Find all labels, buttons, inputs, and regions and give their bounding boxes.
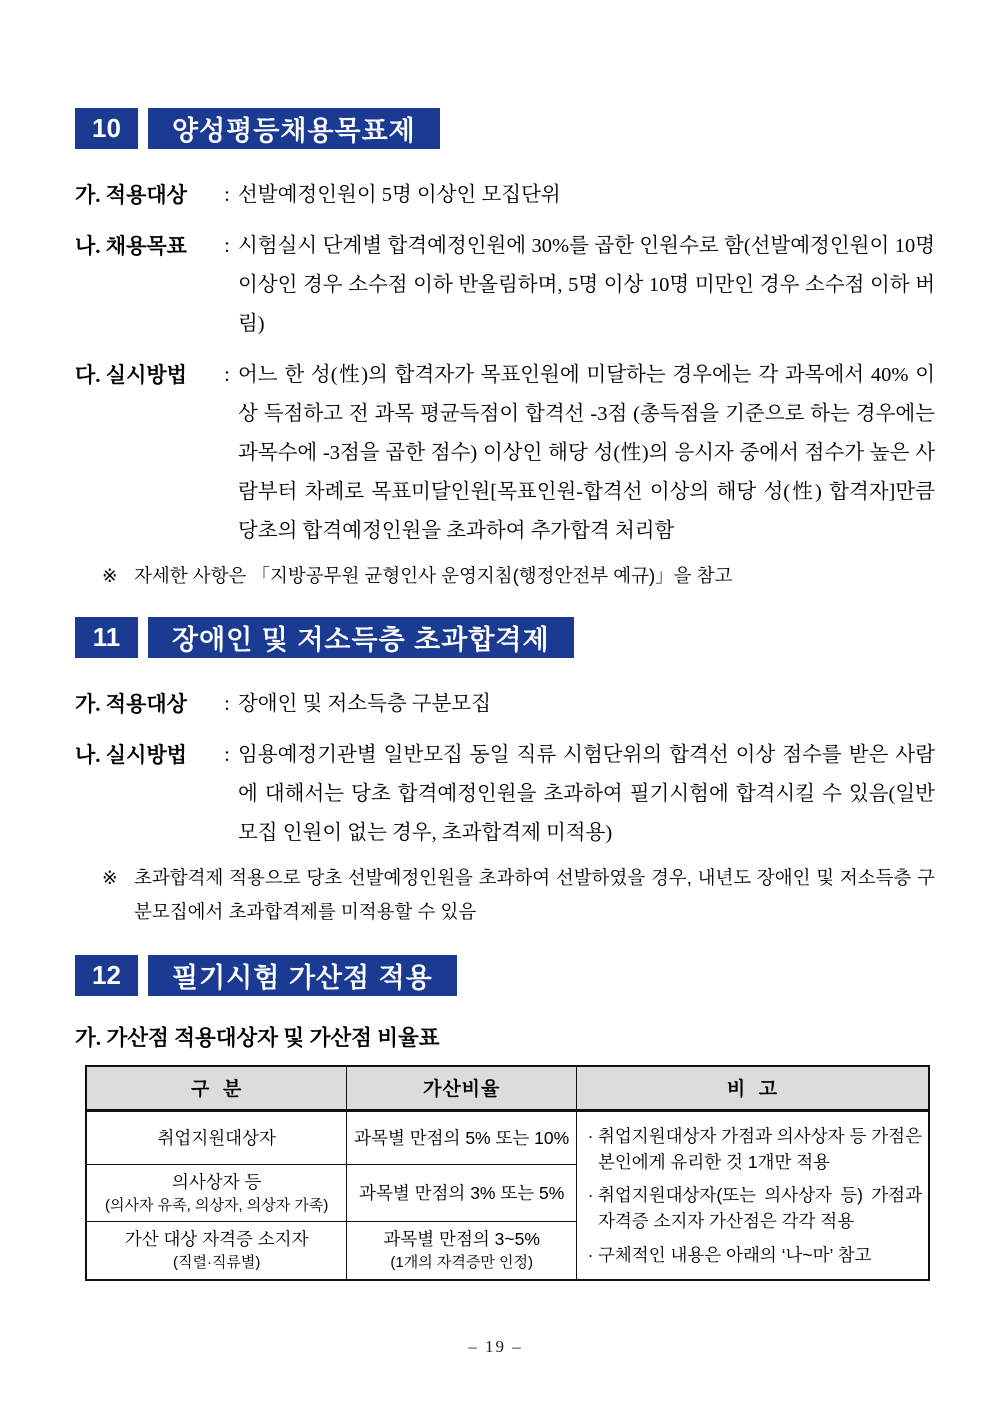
remark-text: 구체적인 내용은 아래의 ‘나~마’ 참고 [598, 1244, 872, 1265]
item-colon: : [224, 235, 230, 257]
section-12-number-badge: 12 [75, 955, 138, 996]
item-colon: : [224, 744, 230, 766]
cell-category-sub: (직렬·직류별) [172, 1253, 261, 1271]
bonus-points-table [85, 1065, 930, 1281]
table-header-category: 구 분 [86, 1066, 347, 1110]
section-10-note [75, 559, 935, 593]
item-text: 선발예정인원이 5명 이상인 모집단위 [238, 184, 561, 206]
note-text: 초과합격제 적용으로 당초 선발예정인원을 초과하여 선발하였을 경우, 내년도 장애인 및 저소득층 구분모집에서 초과합격제를 미적용할 수 있음 [134, 867, 935, 922]
section-12-subtitle: 가. 가산점 적용대상자 및 가산점 비율표 [75, 1026, 440, 1050]
note-marker: ※ [102, 867, 118, 888]
section-10-title: 양성평등채용목표제 [148, 108, 440, 149]
section-11-title: 장애인 및 저소득층 초과합격제 [148, 617, 574, 658]
section-11-item-na [75, 736, 935, 853]
remark-text: 취업지원대상자(또는 의사상자 등) 가점과 자격증 소지자 가산점은 각각 적용 [598, 1185, 922, 1232]
page-content [75, 108, 935, 1281]
table-header-row [86, 1066, 929, 1110]
cell-category: 취업지원대상자 [86, 1110, 347, 1165]
section-10-item-da [75, 356, 935, 551]
cell-rate: 과목별 만점의 5% 또는 10% [347, 1110, 577, 1165]
item-colon: : [224, 184, 230, 206]
item-label: 나. 채용목표 [75, 234, 187, 258]
cell-category-main: 의사상자 등 [171, 1172, 262, 1193]
cell-rate: 과목별 만점의 3% 또는 5% [347, 1165, 577, 1222]
item-label: 다. 실시방법 [75, 363, 187, 387]
item-label: 나. 실시방법 [75, 743, 187, 767]
section-11 [75, 617, 935, 929]
remark-item [583, 1182, 922, 1235]
cell-category [86, 1221, 347, 1280]
cell-category-main: 가산 대상 자격증 소지자 [124, 1229, 309, 1250]
section-10-number-badge: 10 [75, 108, 138, 149]
cell-category [86, 1165, 347, 1222]
table-row [86, 1110, 929, 1165]
section-10-item-ga [75, 176, 935, 215]
section-11-item-ga [75, 685, 935, 724]
page-number: – 19 – [468, 1337, 523, 1356]
cell-rate-main: 과목별 만점의 3~5% [383, 1229, 540, 1250]
cell-category-sub: (의사자 유족, 의상자, 의상자 가족) [105, 1196, 329, 1214]
item-colon: : [224, 693, 230, 715]
note-marker: ※ [102, 565, 118, 586]
remark-text: 취업지원대상자 가점과 의사상자 등 가점은 본인에게 유리한 것 1개만 적용 [598, 1125, 922, 1172]
item-text: 어느 한 성(性)의 합격자가 목표인원에 미달하는 경우에는 각 과목에서 40% 이상 득점하고 전 과목 평균득점이 합격선 -3점 (총득점을 기준으로 하는 경우에는 과목수에 -3점을 곱한 점수) 이상인 해당 성(性)의 응시자 중에서 점수가 높은 사람부터 차례로 목표미달인원[목표인원-합격선 이상의 해당 성(性) 합격자]만큼 당초의 합격예정인원을 초과하여 추가합격 처리함 [238, 364, 935, 542]
bullet-icon: · [587, 1244, 594, 1265]
item-label: 가. 적용대상 [75, 692, 187, 716]
section-11-note [75, 861, 935, 929]
remark-item [583, 1242, 922, 1268]
section-10 [75, 108, 935, 593]
item-colon: : [224, 364, 230, 386]
section-12-title: 필기시험 가산점 적용 [148, 955, 457, 996]
remark-item [583, 1123, 922, 1176]
cell-rate-sub: (1개의 자격증만 인정) [390, 1253, 533, 1271]
item-text: 시험실시 단계별 합격예정인원에 30%를 곱한 인원수로 함(선발예정인원이 10명 이상인 경우 소수점 이하 반올림하며, 5명 이상 10명 미만인 경우 소수점 이하 버림) [238, 235, 935, 335]
section-10-header [75, 108, 935, 149]
cell-remarks [577, 1110, 930, 1280]
cell-rate [347, 1221, 577, 1280]
section-11-header [75, 617, 935, 658]
note-text: 자세한 사항은 「지방공무원 균형인사 운영지침(행정안전부 예규)」을 참고 [134, 565, 733, 586]
bullet-icon: · [587, 1125, 594, 1146]
section-10-item-na [75, 227, 935, 344]
bullet-icon: · [587, 1185, 594, 1205]
section-11-number-badge: 11 [75, 617, 138, 658]
item-text: 장애인 및 저소득층 구분모집 [238, 693, 492, 715]
table-header-remarks: 비 고 [577, 1066, 930, 1110]
section-12 [75, 955, 935, 1281]
item-text: 임용예정기관별 일반모집 동일 직류 시험단위의 합격선 이상 점수를 받은 사람에 대해서는 당초 합격예정인원을 초과하여 필기시험에 합격시킬 수 있음(일반모집 인원이 없는 경우, 초과합격제 미적용) [238, 744, 935, 844]
section-12-header [75, 955, 935, 996]
item-label: 가. 적용대상 [75, 183, 187, 207]
table-header-rate: 가산비율 [347, 1066, 577, 1110]
